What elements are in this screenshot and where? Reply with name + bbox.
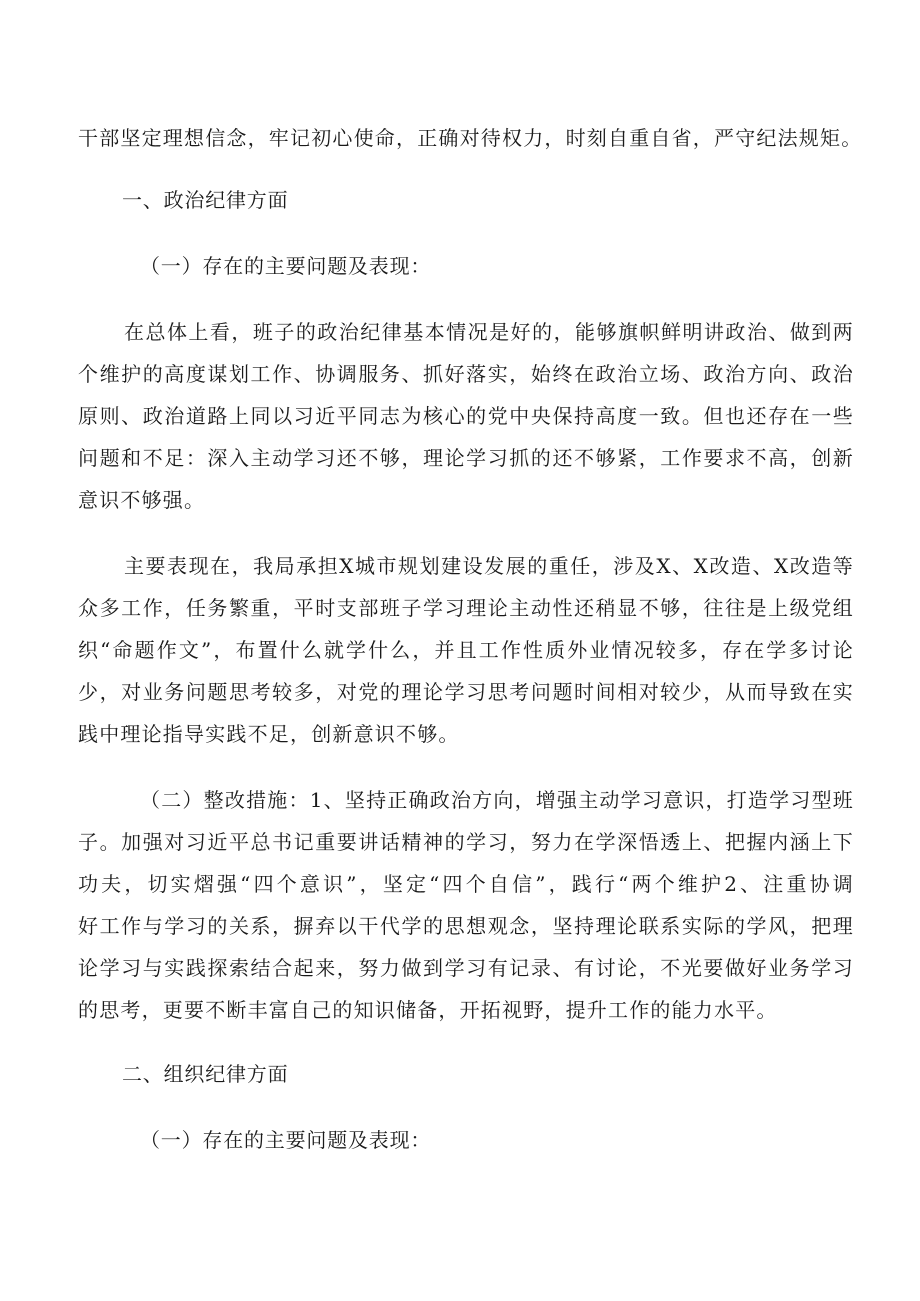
para-line: 原则、政治道路上同以习近平同志为核心的党中央保持高度一致。但也还存在一些 [78, 404, 854, 428]
para-line: 功夫，切实熠强“四个意识”，坚定“四个自信”，践行“两个维护2、注重协调 [78, 872, 854, 896]
para-line: 主要表现在，我局承担X城市规划建设发展的重任，涉及X、X改造、X改造等 [124, 554, 854, 578]
section2-heading: 二、组织纪律方面 [122, 1062, 289, 1086]
para-line: 子。加强对习近平总书记重要讲话精神的学习，努力在学深悟透上、把握内涵上下 [78, 830, 854, 854]
para-line: （二）整改措施：1、坚持正确政治方向，增强主动学习意识，打造学习型班 [140, 788, 854, 812]
para-line: 织“命题作文”，布置什么就学什么，并且工作性质外业情况较多，存在学多讨论 [78, 638, 854, 662]
para-line: 问题和不足：深入主动学习还不够，理论学习抓的还不够紧，工作要求不高，创新 [78, 446, 854, 470]
section1-sub1-heading: （一）存在的主要问题及表现： [140, 254, 432, 278]
para-line: 少，对业务问题思考较多，对党的理论学习思考问题时间相对较少，从而导致在实 [78, 680, 854, 704]
section2-sub1-heading: （一）存在的主要问题及表现： [140, 1128, 432, 1152]
para-line: 在总体上看，班子的政治纪律基本情况是好的，能够旗帜鲜明讲政治、做到两 [124, 320, 854, 344]
para-line: 意识不够强。 [78, 488, 206, 512]
intro-line: 干部坚定理想信念，牢记初心使命，正确对待权力，时刻自重自省，严守纪法规矩。 [78, 126, 863, 150]
para-line: 论学习与实践探索结合起来，努力做到学习有记录、有讨论，不光要做好业务学习 [78, 956, 854, 980]
para-line: 好工作与学习的关系，摒弃以干代学的思想观念，坚持理论联系实际的学风，把理 [78, 914, 854, 938]
para-line: 的思考，更要不断丰富自己的知识储备，开拓视野，提升工作的能力水平。 [78, 998, 778, 1022]
para-line: 个维护的高度谋划工作、协调服务、抓好落实，始终在政治立场、政治方向、政治 [78, 362, 854, 386]
section1-heading: 一、政治纪律方面 [122, 188, 289, 212]
para-line: 众多工作，任务繁重，平时支部班子学习理论主动性还稍显不够，往往是上级党组 [78, 596, 854, 620]
para-line: 践中理论指导实践不足，创新意识不够。 [78, 722, 460, 746]
